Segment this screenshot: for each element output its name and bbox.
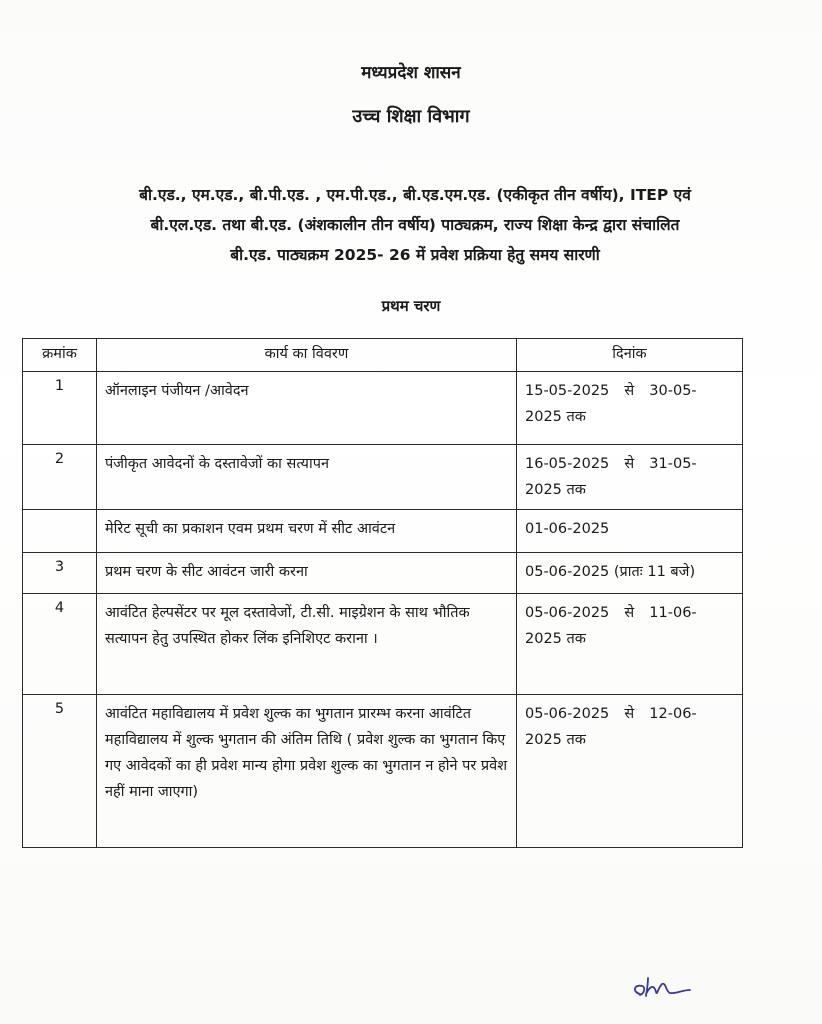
date-to: 11-06- — [649, 605, 697, 621]
date-suffix: 2025 तक — [525, 409, 586, 425]
table-row — [23, 695, 743, 848]
row-serial: 5 — [23, 695, 97, 848]
date-separator: से — [624, 706, 635, 722]
department-header: उच्च शिक्षा विभाग — [352, 106, 470, 127]
row-date — [517, 372, 743, 445]
date-from: 05-06-2025 — [525, 605, 610, 621]
table-row — [23, 594, 743, 695]
table-header-row — [23, 339, 743, 372]
row-description: आवंटित हेल्पसेंटर पर मूल दस्तावेजों, टी.सी. माइग्रेशन के साथ भौतिक सत्यापन हेतु उपस्थित होकर लिंक इनिशिएट कराना । — [97, 594, 517, 695]
row-description: आवंटित महाविद्यालय में प्रवेश शुल्क का भुगतान प्रारम्भ करना आवंटित महाविद्यालय में शुल्क भुगतान की अंतिम तिथि ( प्रवेश शुल्क का भुगतान किए गए आवेदकों का ही प्रवेश मान्य होगा प्रवेश शुल्क का भुगतान न होने पर प्रवेश नहीं माना जाएगा) — [97, 695, 517, 848]
schedule-table — [22, 338, 743, 848]
date-suffix: 2025 तक — [525, 482, 586, 498]
row-serial: 2 — [23, 445, 97, 510]
row-serial: 1 — [23, 372, 97, 445]
phase-title: प्रथम चरण — [381, 297, 441, 315]
date-to: 12-06- — [649, 706, 697, 722]
handwritten-signature — [630, 968, 700, 1008]
header-serial: क्रमांक — [23, 339, 97, 372]
date-to: 31-05- — [649, 456, 697, 472]
row-date — [517, 594, 743, 695]
subject-heading — [70, 180, 760, 270]
row-date: 01-06-2025 — [517, 510, 743, 553]
row-description: ऑनलाइन पंजीयन /आवेदन — [97, 372, 517, 445]
date-suffix: 2025 तक — [525, 631, 586, 647]
table-row — [23, 372, 743, 445]
date-suffix: 2025 तक — [525, 732, 586, 748]
date-from: 05-06-2025 — [525, 706, 610, 722]
subject-line-3: बी.एड. पाठ्यक्रम 2025- 26 में प्रवेश प्रक्रिया हेतु समय सारणी — [230, 246, 600, 264]
row-serial: 4 — [23, 594, 97, 695]
subject-line-1: बी.एड., एम.एड., बी.पी.एड. , एम.पी.एड., बी.एड.एम.एड. (एकीकृत तीन वर्षीय), ITEP एवं — [139, 186, 691, 204]
date-from: 15-05-2025 — [525, 383, 610, 399]
header-date: दिनांक — [517, 339, 743, 372]
row-description: पंजीकृत आवेदनों के दस्तावेजों का सत्यापन — [97, 445, 517, 510]
subject-line-2: बी.एल.एड. तथा बी.एड. (अंशकालीन तीन वर्षीय) पाठ्यक्रम, राज्य शिक्षा केन्द्र द्वारा संचालित — [150, 216, 680, 234]
row-serial: 3 — [23, 553, 97, 594]
row-date — [517, 445, 743, 510]
table-row — [23, 445, 743, 510]
row-description: मेरिट सूची का प्रकाशन एवम प्रथम चरण में सीट आवंटन — [97, 510, 517, 553]
date-to: 30-05- — [649, 383, 697, 399]
government-header: मध्यप्रदेश शासन — [361, 63, 461, 83]
table-row — [23, 553, 743, 594]
table-row — [23, 510, 743, 553]
header-description: कार्य का विवरण — [97, 339, 517, 372]
date-separator: से — [624, 605, 635, 621]
date-from: 16-05-2025 — [525, 456, 610, 472]
row-date — [517, 695, 743, 848]
date-separator: से — [624, 383, 635, 399]
row-serial — [23, 510, 97, 553]
row-date: 05-06-2025 (प्रातः 11 बजे) — [517, 553, 743, 594]
row-description: प्रथम चरण के सीट आवंटन जारी करना — [97, 553, 517, 594]
date-separator: से — [624, 456, 635, 472]
